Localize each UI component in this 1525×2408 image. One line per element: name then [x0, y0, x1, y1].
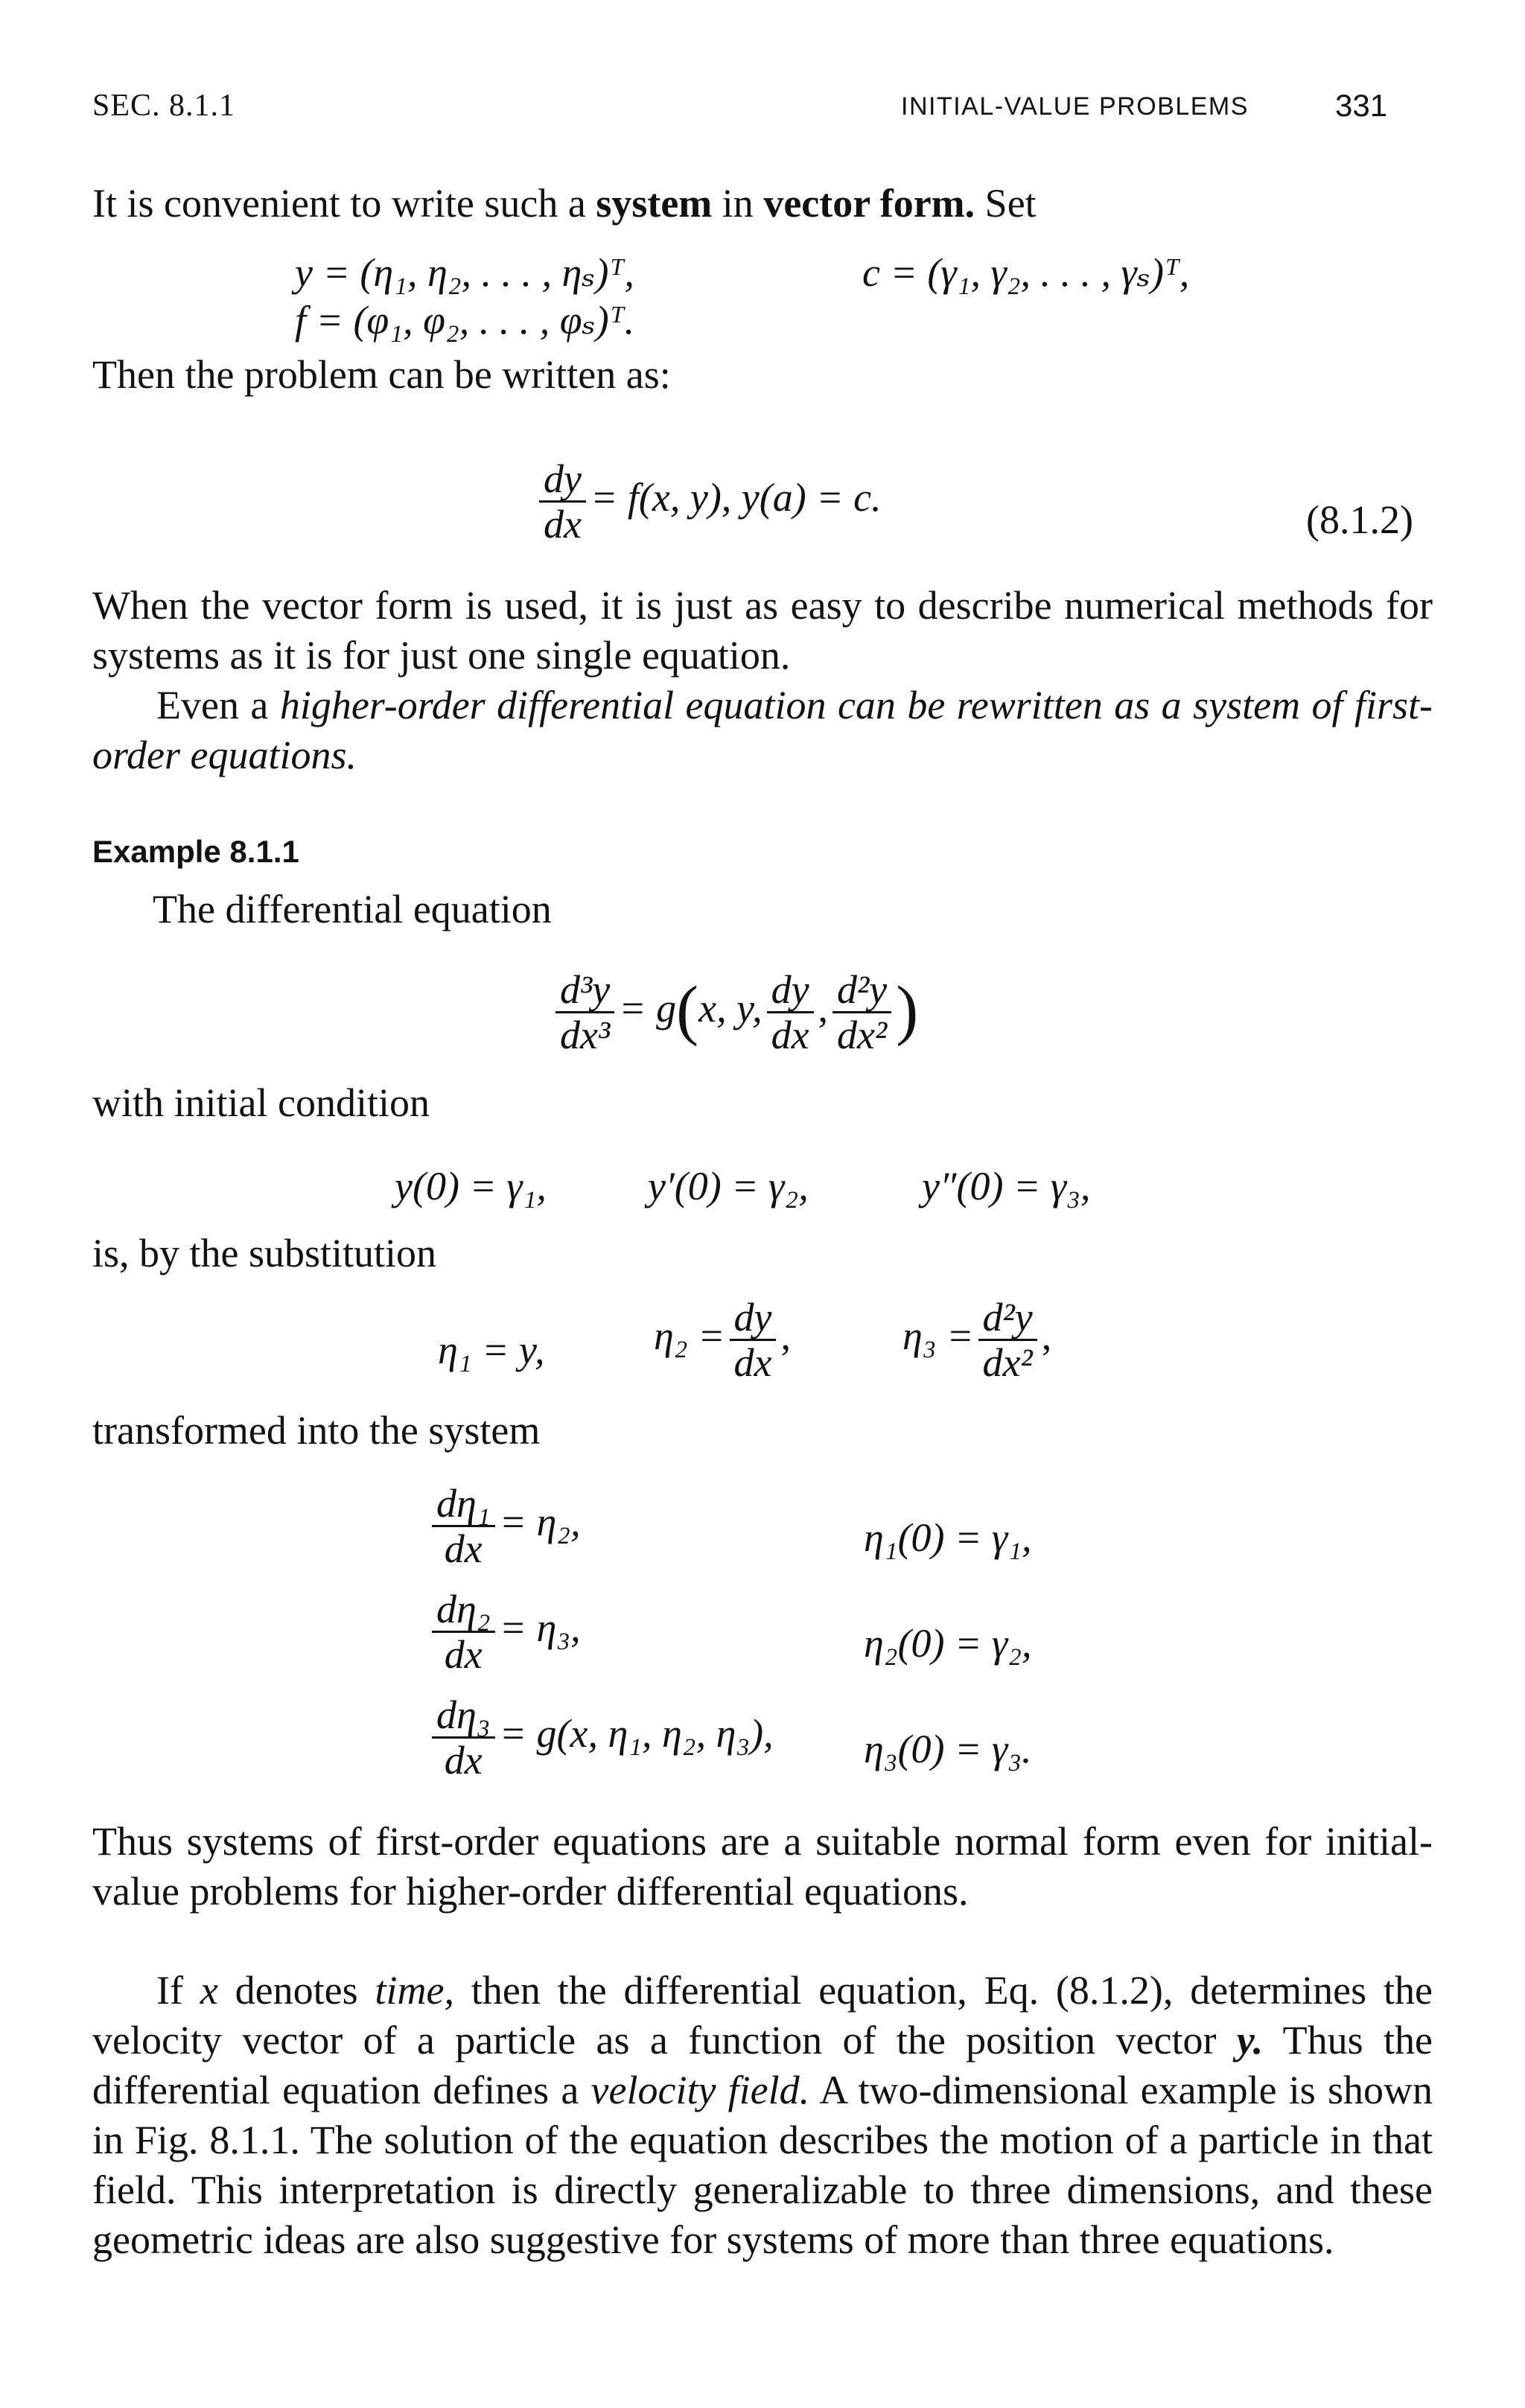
system-equation-2	[427, 1587, 581, 1676]
paragraph-vector-form: When the vector form is used, it is just as easy to describe numerical methods for systems as it is for just one single equation.	[92, 583, 1433, 678]
eq812-den: dx	[544, 502, 582, 547]
intro-bold-vector-form: vector form.	[763, 181, 975, 226]
sub3-lhs: η₃ =	[902, 1313, 974, 1358]
ode-g: = g	[619, 985, 677, 1031]
intro-bold-system: system	[596, 181, 713, 226]
ode-arg-num-1: dy	[767, 968, 814, 1013]
eq812-rhs: = f(x, y), y(a) = c.	[590, 474, 882, 520]
def-c: c = (γ₁, γ₂, . . . , γₛ)ᵀ,	[862, 250, 1190, 295]
substitution-1: η₁ = y,	[438, 1328, 545, 1372]
ode-arg-den-1: dx	[771, 1013, 809, 1057]
paragraph-higher-order	[92, 681, 1433, 780]
paragraph-thus: Thus systems of first-order equations are a suitable normal form even for initial-value problems for higher-order differential equations.	[92, 1819, 1433, 1914]
sys2-fraction	[432, 1587, 495, 1676]
sub2-fraction	[730, 1296, 777, 1384]
transformed-text: transformed into the system	[92, 1408, 541, 1453]
intro-text-mid: in	[712, 181, 764, 226]
sys3-num: dη₃	[432, 1693, 495, 1739]
higher-prefix: Even a	[156, 683, 280, 727]
ode-lhs-fraction	[555, 968, 614, 1057]
ode-arg-num-2: d²y	[832, 968, 891, 1013]
eq812-num: dy	[539, 457, 586, 503]
third-order-equation: $\frac{\text{d³y}}{\text{dx³}}$ = g(x, y, $\frac{dy}{dx}$ , $\frac{\text{d²y}}{\text{dx²}}$ )	[551, 968, 918, 1057]
sys1-den: dx	[444, 1526, 483, 1571]
sys2-num: dη₂	[432, 1587, 495, 1633]
system-initial-2: η₂(0) = γ₂,	[864, 1621, 1032, 1666]
page-number: 331	[1335, 88, 1388, 123]
substitution-2: η₂ = $\frac{dy}{dx}$ ,	[654, 1295, 791, 1385]
system-initial-3: η₃(0) = γ₃.	[864, 1727, 1032, 1771]
running-head-section: SEC. 8.1.1	[92, 89, 236, 123]
ode-arg-den-2: dx²	[837, 1013, 888, 1057]
sys2-rhs: = η₃,	[499, 1605, 581, 1650]
equation-number: (8.1.2)	[1306, 497, 1413, 542]
intro-text-before: It is convenient to write such a	[92, 181, 596, 226]
ode-lhs-num: d³y	[555, 968, 614, 1013]
paren-open: (	[676, 972, 699, 1047]
sys3-rhs: = g(x, η₁, η₂, η₃),	[499, 1710, 774, 1756]
sub2-den: dx	[733, 1340, 772, 1385]
sub2-lhs: η₂ =	[654, 1313, 725, 1358]
def-f: f = (φ₁, φ₂, . . . , φₛ)ᵀ.	[295, 298, 635, 343]
system-initial-1: η₁(0) = γ₁,	[864, 1515, 1032, 1560]
system-equation-1	[427, 1482, 581, 1570]
sub3-fraction	[978, 1296, 1037, 1384]
sys1-num: dη₁	[432, 1482, 495, 1527]
ode-arg-fraction-1	[767, 968, 814, 1057]
paren-close: )	[896, 972, 919, 1047]
time-p3: then the differential equation, Eq. (8.1.2), determines the velocity vector of a particle as a function of the position vector	[92, 1968, 1433, 2063]
time-p5: A two-dimensional example is shown in Fig. 8.1.1. The solution of the equation describes the motion of a particle in that field. This interpretation is directly generalizable to three dimensions, and these geometric ideas are also suggestive for systems of more than three equations.	[92, 2068, 1433, 2262]
equation-8-1-2	[535, 457, 882, 546]
sys3-fraction	[432, 1693, 495, 1782]
time-velocity-field: velocity field.	[590, 2068, 810, 2112]
time-p1: If	[156, 1968, 200, 2013]
initial-condition-1: y(0) = γ₁,	[395, 1164, 547, 1208]
example-intro: The differential equation	[153, 887, 552, 931]
paragraph-velocity-field	[92, 1966, 1433, 2265]
time-word: time,	[375, 1968, 454, 2013]
sub3-den: dx²	[982, 1340, 1033, 1385]
higher-italic: higher-order differential equation can be rewritten as a system of first-order equations.	[92, 683, 1433, 777]
time-y: y.	[1236, 2018, 1264, 2063]
intro-text-after: Set	[975, 181, 1037, 226]
sub3-num: d²y	[978, 1296, 1037, 1341]
time-p4: Thus the differential equation defines a	[92, 2018, 1433, 2112]
sys2-den: dx	[444, 1632, 483, 1677]
intro-paragraph	[92, 179, 1433, 229]
initial-condition-3: y″(0) = γ₃,	[922, 1164, 1091, 1208]
time-p2: denotes	[217, 1968, 375, 2013]
ode-arg-fraction-2	[832, 968, 891, 1057]
then-text: Then the problem can be written as:	[92, 352, 671, 397]
ode-lhs-den: dx³	[560, 1013, 611, 1057]
sys3-den: dx	[444, 1738, 483, 1783]
initial-condition-text: with initial condition	[92, 1080, 430, 1125]
def-y: y = (η₁, η₂, . . . , ηₛ)ᵀ,	[295, 250, 634, 295]
sys1-fraction	[432, 1482, 495, 1570]
ode-args-x: x, y,	[698, 985, 762, 1031]
initial-condition-2: y′(0) = γ₂,	[648, 1164, 809, 1208]
eq812-fraction	[539, 457, 586, 546]
example-heading: Example 8.1.1	[92, 834, 299, 869]
substitution-text: is, by the substitution	[92, 1231, 437, 1275]
sys1-rhs: = η₂,	[499, 1499, 581, 1544]
substitution-3: η₃ = $\frac{\text{d²y}}{\text{dx²}}$ ,	[902, 1295, 1052, 1385]
sub2-num: dy	[730, 1296, 777, 1341]
running-head-title: INITIAL-VALUE PROBLEMS	[901, 92, 1249, 121]
system-equation-3	[427, 1693, 774, 1782]
time-x: x	[200, 1968, 218, 2013]
